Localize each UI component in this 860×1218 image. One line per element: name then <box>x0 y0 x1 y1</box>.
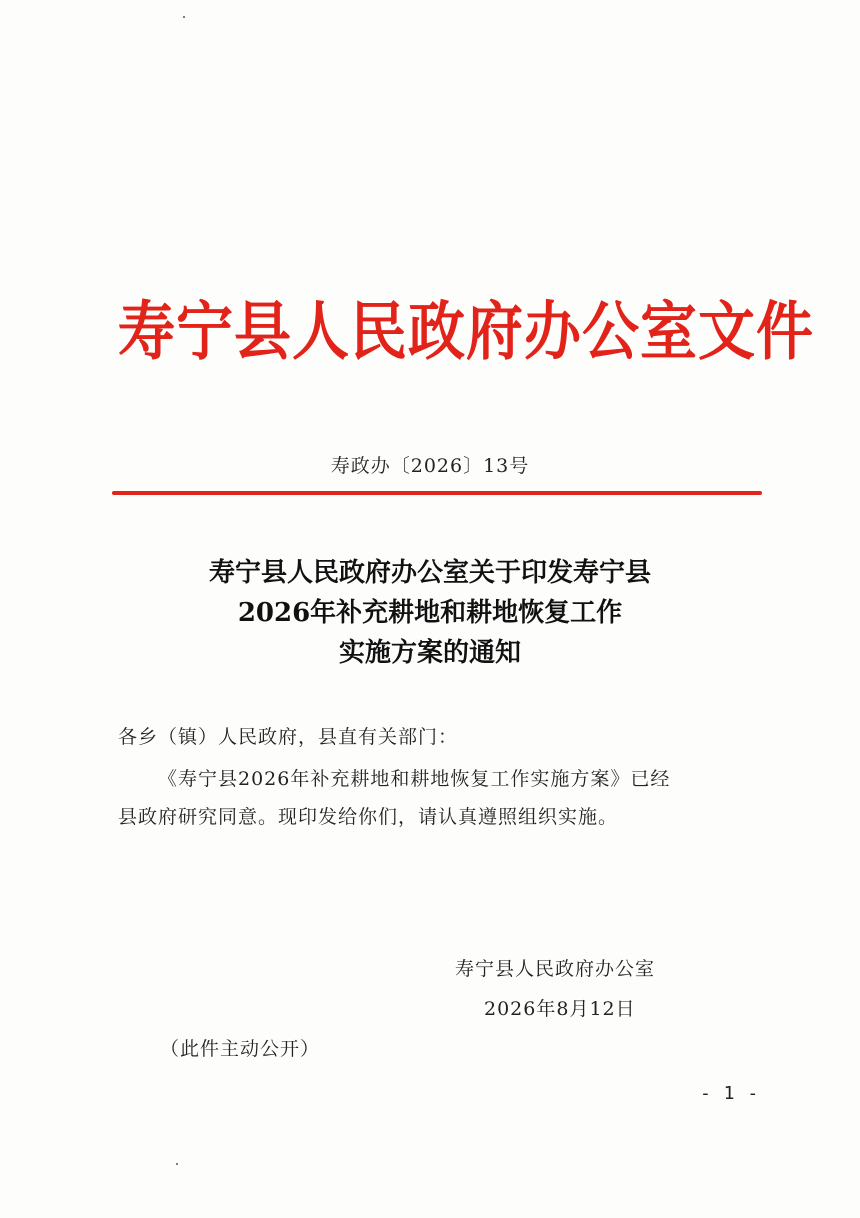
page-number: - 1 - <box>700 1083 760 1104</box>
body-paragraph <box>118 760 763 836</box>
document-header-title: 寿宁县人民政府办公室文件 <box>118 293 814 369</box>
body-line-1: 《寿宁县2026年补充耕地和耕地恢复工作实施方案》已经 <box>158 768 671 790</box>
notice-title-line-1: 寿宁县人民政府办公室关于印发寿宁县 <box>208 558 651 588</box>
body-line-2: 县政府研究同意。现印发给你们，请认真遵照组织实施。 <box>118 806 619 828</box>
issuing-office: 寿宁县人民政府办公室 <box>455 958 656 980</box>
notice-title-line-3: 实施方案的通知 <box>338 638 521 668</box>
scan-speck <box>176 1163 178 1165</box>
notice-title-line-2: 2026年补充耕地和耕地恢复工作 <box>237 598 623 628</box>
red-separator-line <box>112 491 762 495</box>
issue-date: 2026年8月12日 <box>484 998 636 1020</box>
public-disclosure-note: （此件主动公开） <box>160 1038 321 1060</box>
scan-speck <box>183 16 185 18</box>
salutation: 各乡（镇）人民政府，县直有关部门： <box>118 726 459 748</box>
notice-title <box>120 553 740 673</box>
document-number: 寿政办〔2026〕13号 <box>330 455 530 477</box>
